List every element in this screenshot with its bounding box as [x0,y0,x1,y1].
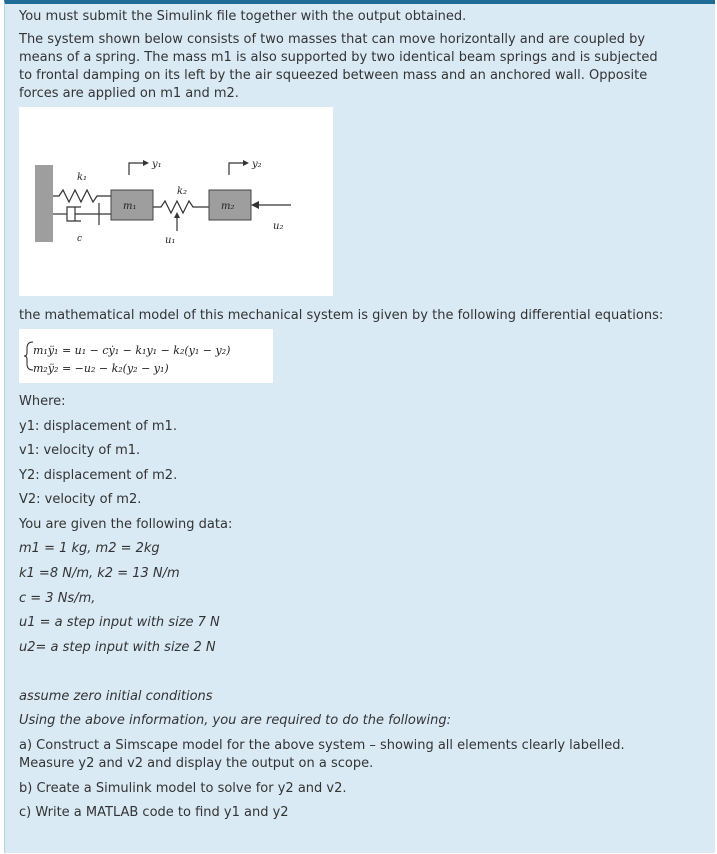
mass-spring-diagram [19,107,333,296]
model-intro: the mathematical model of this mechanical system is given by the following differential equations: [19,308,664,323]
data-item: u2= a step input with size 2 N [19,640,216,655]
description-line: to frontal damping on its left by the air squeezed between mass and an anchored wall. Opposite [19,68,648,83]
description-line: forces are applied on m1 and m2. [19,86,239,101]
equation-svg [19,329,273,383]
intro-text: You must submit the Simulink file together with the output obtained. [19,9,467,24]
label-u2: u₂ [273,221,284,232]
task-a-continued: Measure y2 and v2 and display the output on a scope. [19,756,374,771]
anchored-wall [35,165,53,242]
spring-k2 [153,201,209,213]
instructions-intro: Using the above information, you are required to do the following: [19,713,451,728]
force-u1-arrowhead [174,212,180,218]
force-u2-arrowhead [251,201,259,209]
definition-item: V2: velocity of m2. [19,492,142,507]
data-item: k1 =8 N/m, k2 = 13 N/m [19,566,180,581]
task-c: c) Write a MATLAB code to find y1 and y2 [19,805,289,820]
label-k1: k₁ [77,172,88,183]
label-k2: k₂ [177,186,188,197]
label-m1: m₁ [123,201,137,212]
description-line: The system shown below consists of two masses that can move horizontally and are coupled by [19,32,646,47]
label-y1: y₁ [152,159,162,170]
equation-2: m₂ÿ₂ = −u₂ − k₂(y₂ − y₁) [33,362,169,375]
question-panel [4,0,715,853]
data-item: c = 3 Ns/m, [19,591,96,606]
spring-k1 [53,190,111,202]
equation-brace [24,342,33,370]
definition-item: v1: velocity of m1. [19,443,141,458]
data-item: u1 = a step input with size 7 N [19,615,220,630]
label-y2: y₂ [252,159,262,170]
given-data-intro: You are given the following data: [19,517,233,532]
label-m2: m₂ [221,201,235,212]
task-a: a) Construct a Simscape model for the above system – showing all elements clearly labelled. [19,738,625,753]
task-b: b) Create a Simulink model to solve for y2 and v2. [19,781,347,796]
label-c: c [77,234,83,244]
label-u1: u₁ [165,235,176,246]
equation-box [19,329,273,383]
equation-1: m₁ÿ₁ = u₁ − cẏ₁ − k₁y₁ − k₂(y₁ − y₂) [33,344,231,357]
assumption-text: assume zero initial conditions [19,689,213,704]
y1-reference [129,163,145,175]
where-label: Where: [19,394,66,409]
y2-reference [229,163,245,175]
description-line: means of a spring. The mass m1 is also supported by two identical beam springs and is subjected [19,50,658,65]
definition-item: Y2: displacement of m2. [19,468,178,483]
definition-item: y1: displacement of m1. [19,419,177,434]
y2-arrowhead [243,160,249,166]
y1-arrowhead [143,160,149,166]
data-item: m1 = 1 kg, m2 = 2kg [19,541,160,556]
diagram-svg [19,107,333,296]
